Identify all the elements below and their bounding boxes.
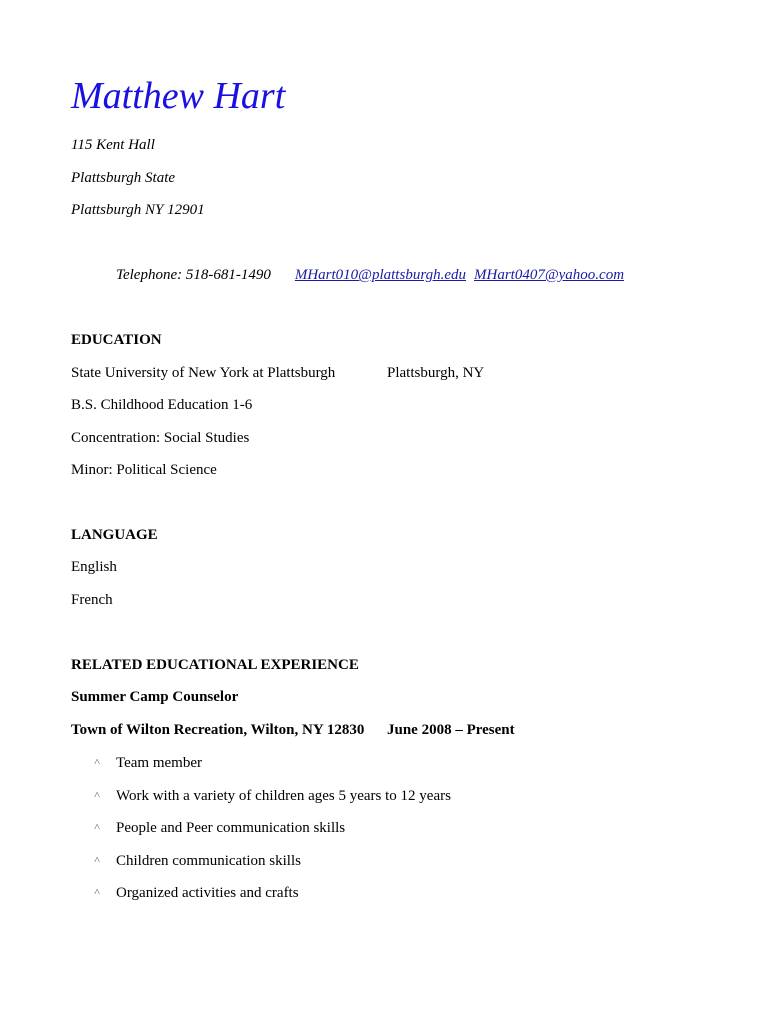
list-item xyxy=(94,786,451,805)
triangle-bullet-icon: ˄ xyxy=(94,756,101,768)
education-degree: B.S. Childhood Education 1-6 xyxy=(71,397,253,413)
email-link-yahoo[interactable]: MHart0407@yahoo.com xyxy=(474,267,625,283)
language-heading: LANGUAGE xyxy=(71,527,158,543)
address-line-1: 115 Kent Hall xyxy=(71,137,155,153)
education-school: State University of New York at Plattsburgh xyxy=(71,365,336,381)
list-item-text: Team member xyxy=(116,755,202,771)
telephone-text: Telephone: 518-681-1490 xyxy=(116,267,271,283)
education-heading: EDUCATION xyxy=(71,332,162,348)
address-line-3: Plattsburgh NY 12901 xyxy=(71,202,205,218)
resume-name: Matthew Hart xyxy=(71,75,286,117)
list-item xyxy=(94,818,345,837)
triangle-bullet-icon: ˄ xyxy=(94,789,101,801)
education-minor: Minor: Political Science xyxy=(71,462,217,478)
job-dates: June 2008 – Present xyxy=(387,722,515,738)
list-item xyxy=(94,883,299,902)
list-item-text: Work with a variety of children ages 5 years to 12 years xyxy=(116,788,451,804)
language-item: English xyxy=(71,559,117,575)
education-location: Plattsburgh, NY xyxy=(387,365,485,381)
triangle-bullet-icon: ˄ xyxy=(94,886,101,898)
language-item: French xyxy=(71,592,113,608)
list-item-text: Organized activities and crafts xyxy=(116,885,299,901)
list-item xyxy=(94,753,202,772)
contact-line xyxy=(116,266,624,284)
experience-heading: RELATED EDUCATIONAL EXPERIENCE xyxy=(71,657,359,673)
list-item-text: People and Peer communication skills xyxy=(116,820,346,836)
address-line-2: Plattsburgh State xyxy=(71,170,176,186)
job-title: Summer Camp Counselor xyxy=(71,689,239,705)
education-concentration: Concentration: Social Studies xyxy=(71,430,250,446)
triangle-bullet-icon: ˄ xyxy=(94,854,101,866)
job-employer: Town of Wilton Recreation, Wilton, NY 12830 xyxy=(71,722,365,738)
list-item xyxy=(94,851,301,870)
email-link-plattsburgh[interactable]: MHart010@plattsburgh.edu xyxy=(294,267,467,283)
triangle-bullet-icon: ˄ xyxy=(94,821,101,833)
list-item-text: Children communication skills xyxy=(116,853,301,869)
